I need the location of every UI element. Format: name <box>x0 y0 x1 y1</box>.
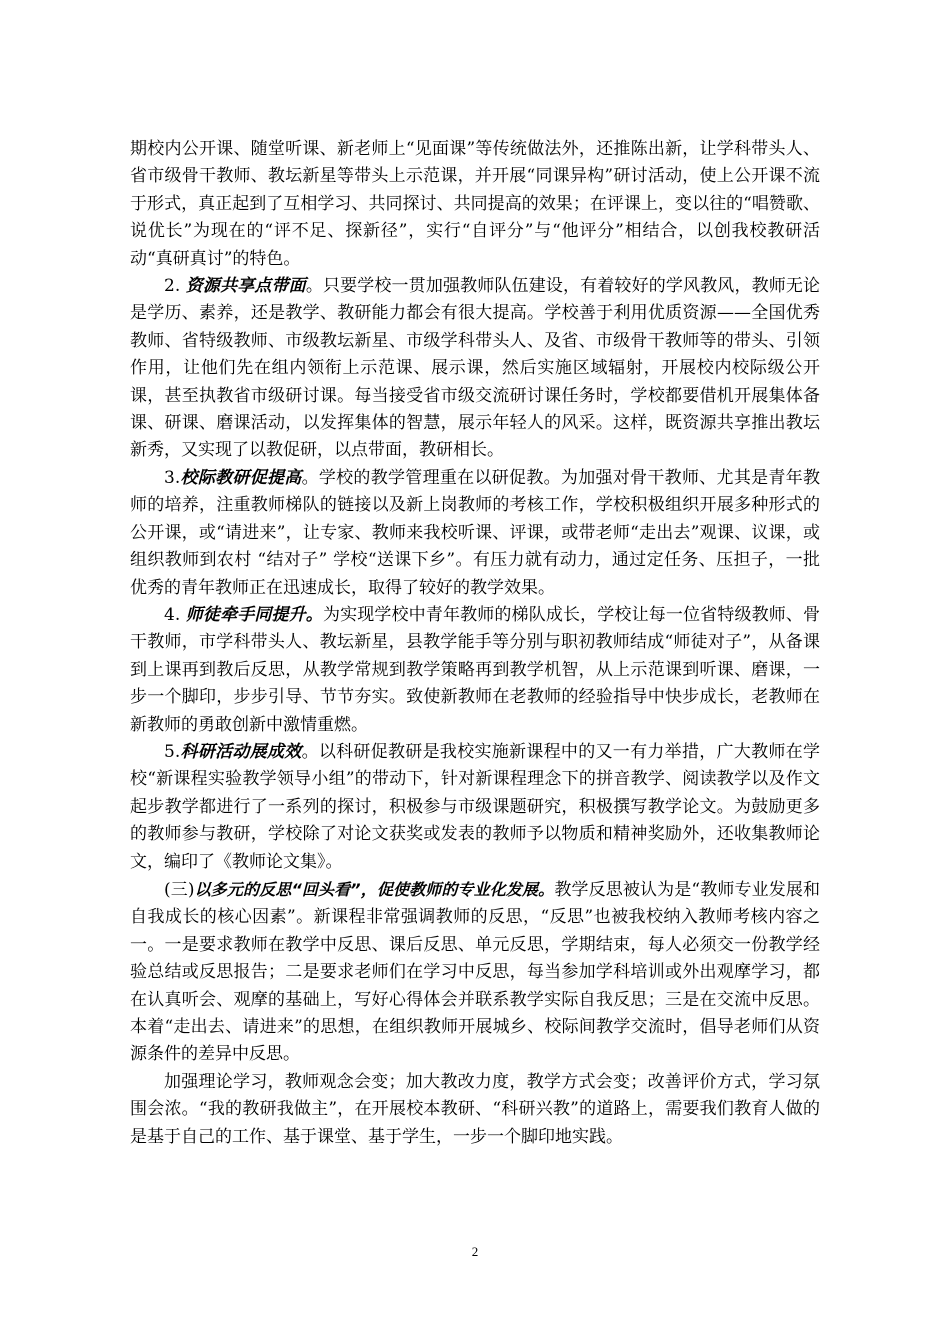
paragraph-continuation: 期校内公开课、随堂听课、新老师上“见面课”等传统做法外，还推陈出新，让学科带头人、省市级骨干教师、教坛新星等带头上示范课，并开展“同课异构”研讨活动，使上公开课不流于形式，真正起到了互相学习、共同探讨、共同提高的效果；在评课上，变以往的“唱赞歌、说优长”为现在的“评不足、探新径”，实行“自评分”与“他评分”相结合，以创我校教研活动“真研真讨”的特色。 <box>130 139 820 269</box>
item-text: 为实现学校中青年教师的梯队成长，学校让每一位省特级教师、骨干教师，市学科带头人、教坛新星，县教学能手等分别与职初教师结成“师徒对子”，从备课到上课再到教后反思，从教学常规到教学策略再到教学机智，从上示范课到听课、磨课，一步一个脚印，步步引导、节节夯实。致使新教师在老教师的经验指导中快步成长，老教师在新教师的勇敢创新中激情重燃。 <box>130 604 821 735</box>
item-text: 。只要学校一贯加强教师队伍建设，有着较好的学风教风，教师无论是学历、素养，还是教学、教研能力都会有很大提高。学校善于利用优质资源——全国优秀教师、省特级教师、市级教坛新星、市级学科带头人、及省、市级骨干教师等的带头、引领作用，让他们先在组内领衔上示范课、展示课，然后实施区域辐射，开展校内校际级公开课，甚至执教省市级研讨课。每当接受省市级交流研讨课任务时，学校都要借机开展集体备课、研课、磨课活动，以发挥集体的智慧，展示年轻人的风采。这样，既资源共享推出教坛新秀，又实现了以教促研，以点带面，教研相长。 <box>130 276 821 461</box>
paragraph-inter-school-research <box>130 465 820 602</box>
item-heading: 科研活动展成效 <box>180 741 302 762</box>
item-text: 。以科研促教研是我校实施新课程中的又一有力举措，广大教师在学校“新课程实验教学领导小组”的带动下，针对新课程理念下的拼音教学、阅读教学以及作文起步教学都进行了一系列的探讨，积极参与市级课题研究，积极撰写教学论文。为鼓励更多的教师参与教研，学校除了对论文获奖或发表的教师予以物质和精神奖励外，还收集教师论文，编印了《教师论文集》。 <box>130 741 820 872</box>
item-text: 。学校的教学管理重在以研促教。为加强对骨干教师、尤其是青年教师的培养，注重教师梯队的链接以及新上岗教师的考核工作，学校积极组织开展多种形式的公开课，或“请进来”，让专家、教师来我校听课、评课，或带老师“走出去”观课、议课，或组织教师到农村 “结对子” 学校“送课下乡”。有压力就有动力，通过定任务、压担子，一批优秀的青年教师正在迅速成长，取得了较好的教学效果。 <box>130 467 820 598</box>
paragraph-conclusion: 加强理论学习，教师观念会变；加大教改力度，教学方式会变；改善评价方式，学习氛围会浓。“我的教研我做主”，在开展校本教研、“科研兴教”的道路上，需要我们教育人做的是基于自己的工作、基于课堂、基于学生，一步一个脚印地实践。 <box>130 1071 820 1147</box>
item-heading: 师徒牵手同提升。 <box>185 604 323 625</box>
paragraph-mentorship <box>130 602 820 739</box>
item-number: 5. <box>164 741 181 762</box>
item-number: 2. <box>164 276 186 297</box>
page-number: 2 <box>471 1244 479 1259</box>
section-heading: 以多元的反思“回头看”，促使教师的专业化发展。 <box>194 879 555 899</box>
item-number: 4. <box>164 604 186 625</box>
document-body <box>130 136 820 1151</box>
paragraph-research-results <box>130 739 820 876</box>
item-heading: 资源共享点带面 <box>185 276 306 297</box>
item-number: 3. <box>164 467 181 488</box>
item-heading: 校际教研促提高 <box>180 467 302 488</box>
paragraph-resource-sharing <box>130 273 820 465</box>
section-text: 教学反思被认为是“教师专业发展和自我成长的核心因素”。新课程非常强调教师的反思，“反思”也被我校纳入教师考核内容之一。一是要求教师在教学中反思、课后反思、单元反思，学期结束，每人必须交一份教学经验总结或反思报告；二是要求老师们在学习中反思，每当参加学科培训或外出观摩学习，都在认真听会、观摩的基础上，写好心得体会并联系教学实际自我反思；三是在交流中反思。本着“走出去、请进来”的思想，在组织教师开展城乡、校际间教学交流时，倡导老师们从资源条件的差异中反思。 <box>130 879 820 1065</box>
paragraph-reflection <box>130 876 820 1069</box>
section-number: (三) <box>164 879 195 900</box>
